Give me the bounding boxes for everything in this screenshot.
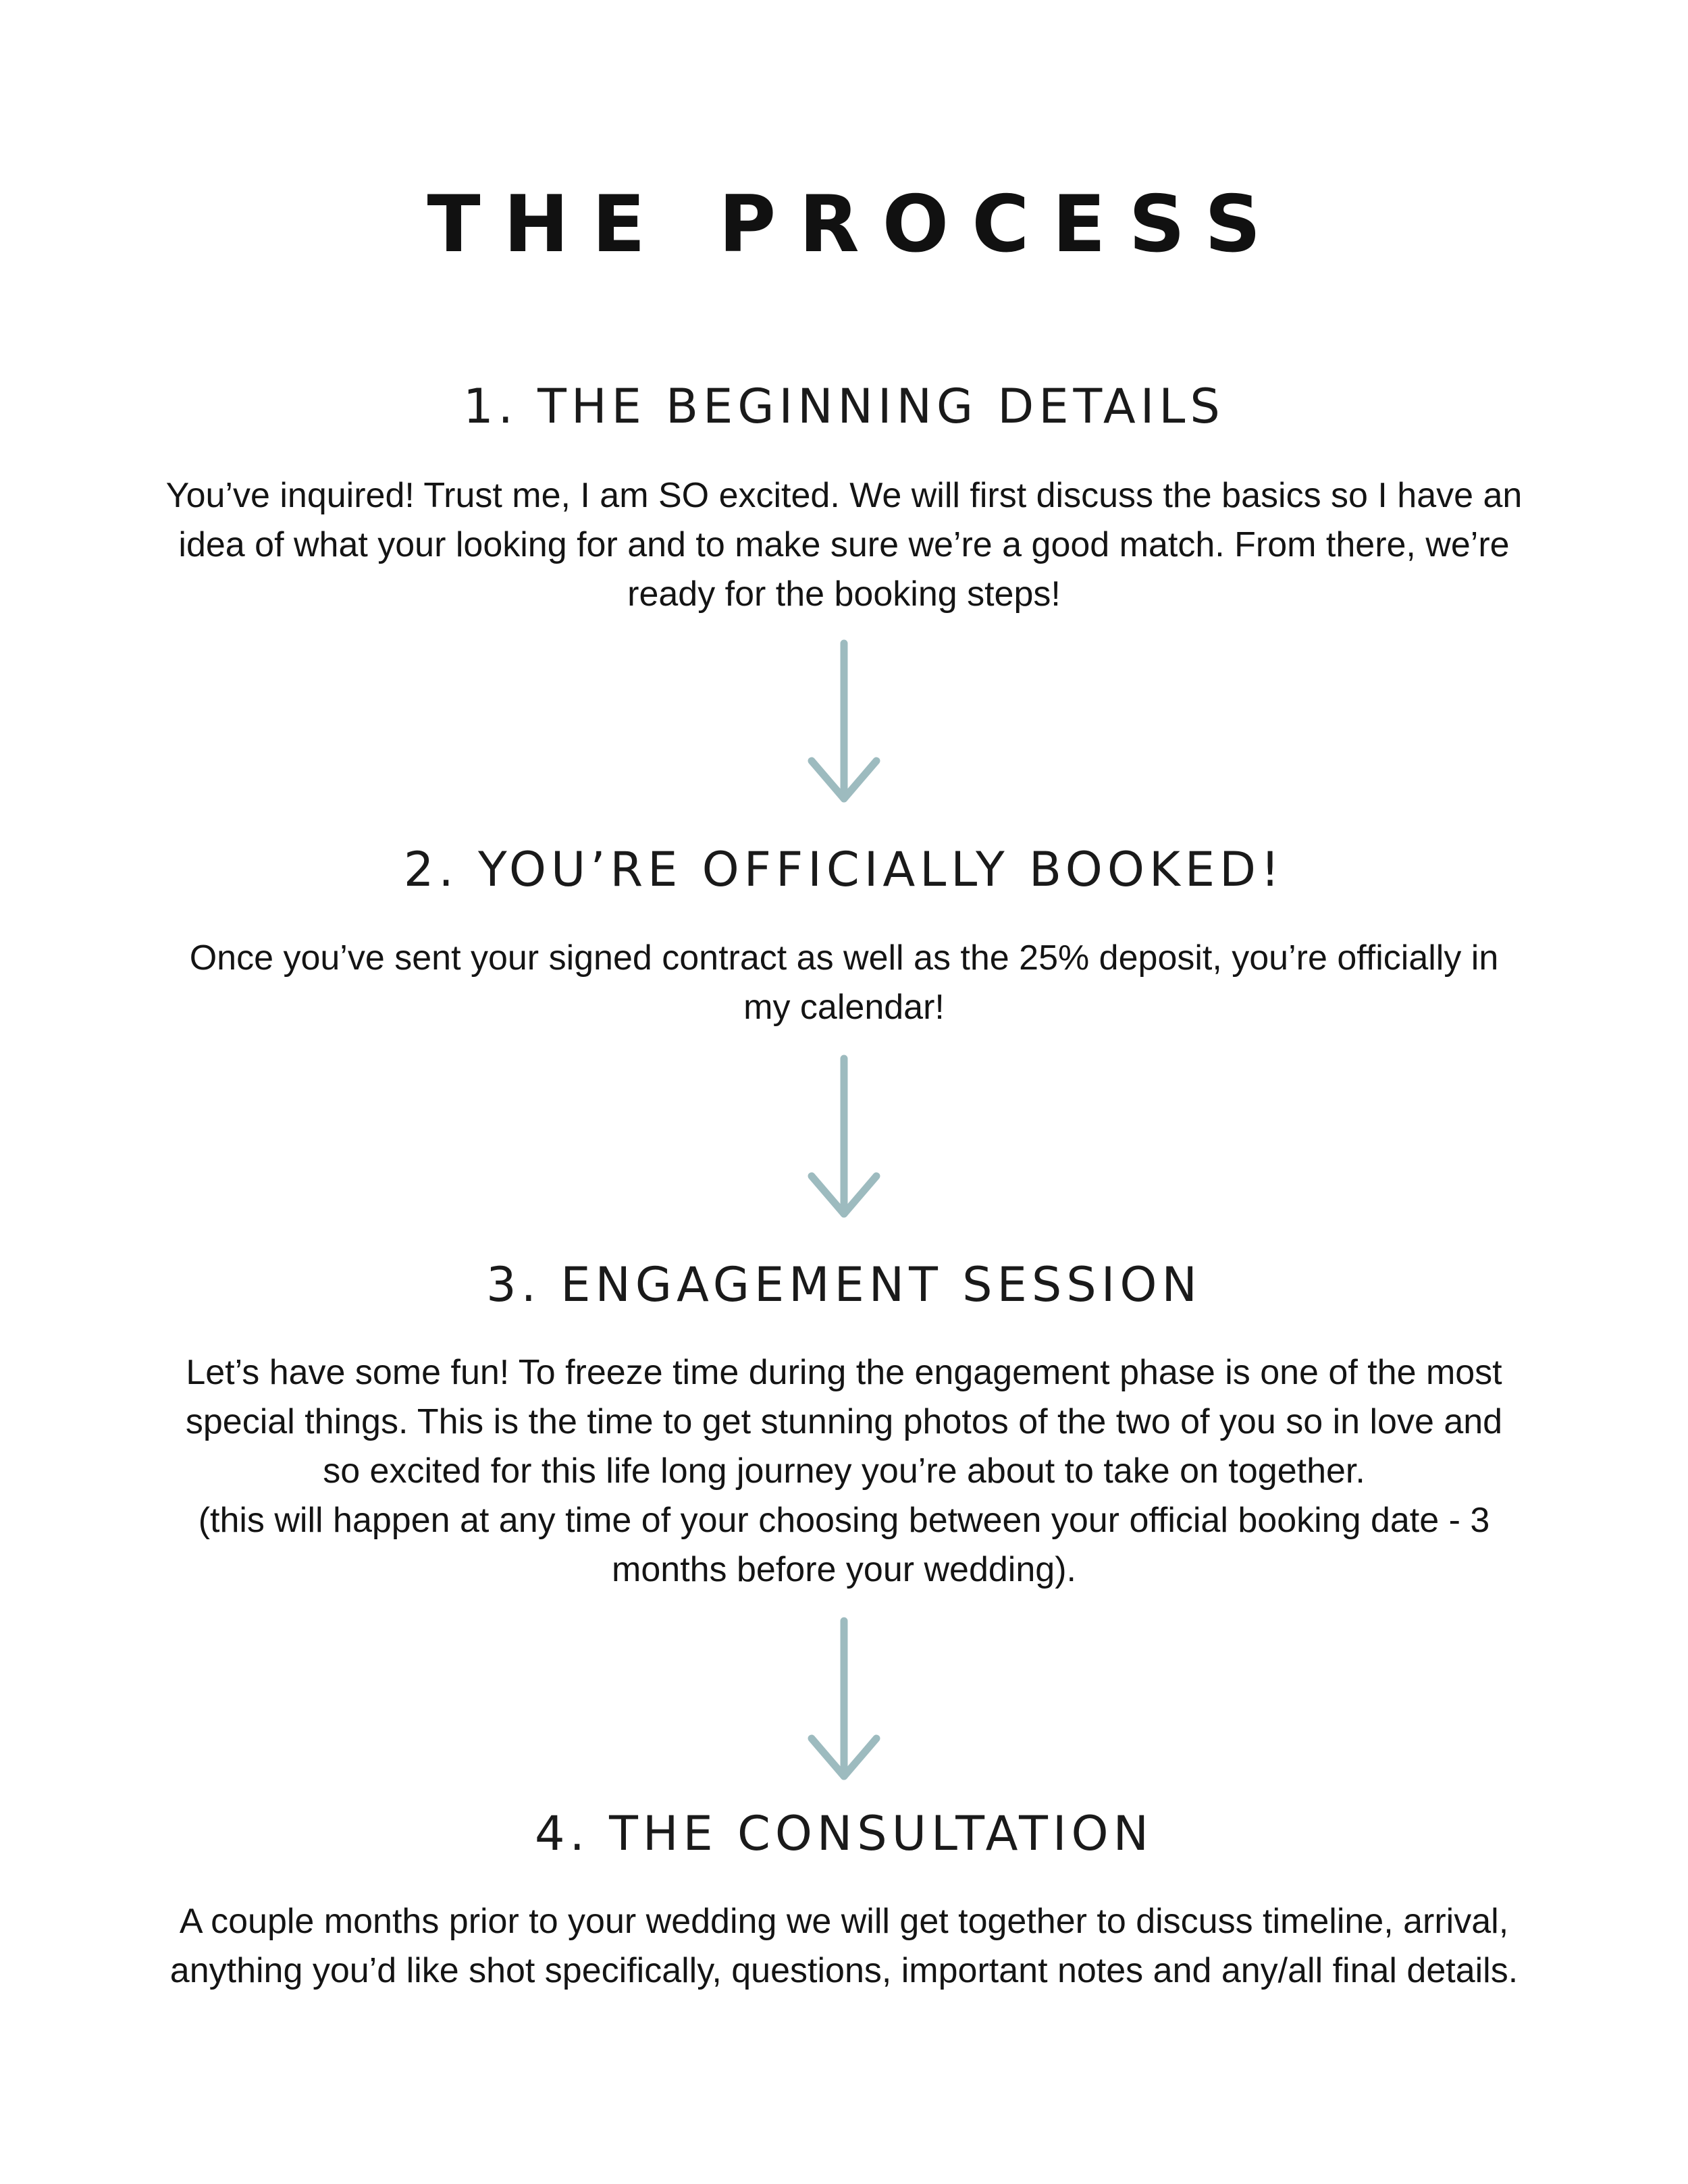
step-3-heading: 3. ENGAGEMENT SESSION [486,1257,1202,1312]
down-arrow-icon [797,1053,891,1222]
step-4-line-1: A couple months prior to your wedding we will get together to discuss timeline, arrival, [179,1902,1509,1941]
step-1-heading: 1. THE BEGINNING DETAILS [463,379,1225,434]
step-2-heading: 2. YOU’RE OFFICIALLY BOOKED! [403,842,1285,897]
step-4-heading: 4. THE CONSULTATION [535,1806,1153,1861]
step-2-description [101,934,1587,1032]
down-arrow-icon [797,1616,891,1784]
page-title: THE PROCESS [427,179,1284,270]
down-arrow-icon-svg [797,1053,891,1222]
down-arrow-icon [797,638,891,807]
down-arrow-icon-svg [797,1616,891,1784]
step-3-line-1: Let’s have some fun! To freeze time during the engagement phase is one of the most [186,1353,1502,1392]
step-1-line-2: idea of what your looking for and to make sure we’re a good match. From there, we’re [178,525,1510,564]
step-4-description [101,1897,1587,1996]
down-arrow-icon-svg [797,638,891,807]
step-3-description [101,1348,1587,1595]
step-1-line-1: You’ve inquired! Trust me, I am SO excited. We will first discuss the basics so I have an [165,476,1523,515]
step-1-line-3: ready for the booking steps! [627,575,1061,614]
step-3-line-2: special things. This is the time to get stunning photos of the two of you so in love and [185,1402,1503,1441]
step-2-line-2: my calendar! [743,988,945,1027]
step-4-line-2: anything you’d like shot specifically, questions, important notes and any/all final details. [169,1951,1519,1990]
step-3-line-5: months before your wedding). [612,1550,1076,1589]
step-1-description [101,471,1587,619]
step-3-line-4: (this will happen at any time of your choosing between your official booking date - 3 [198,1501,1490,1540]
step-3-line-3: so excited for this life long journey you’re about to take on together. [323,1451,1365,1491]
step-2-line-1: Once you’ve sent your signed contract as well as the 25% deposit, you’re officially in [189,938,1499,978]
